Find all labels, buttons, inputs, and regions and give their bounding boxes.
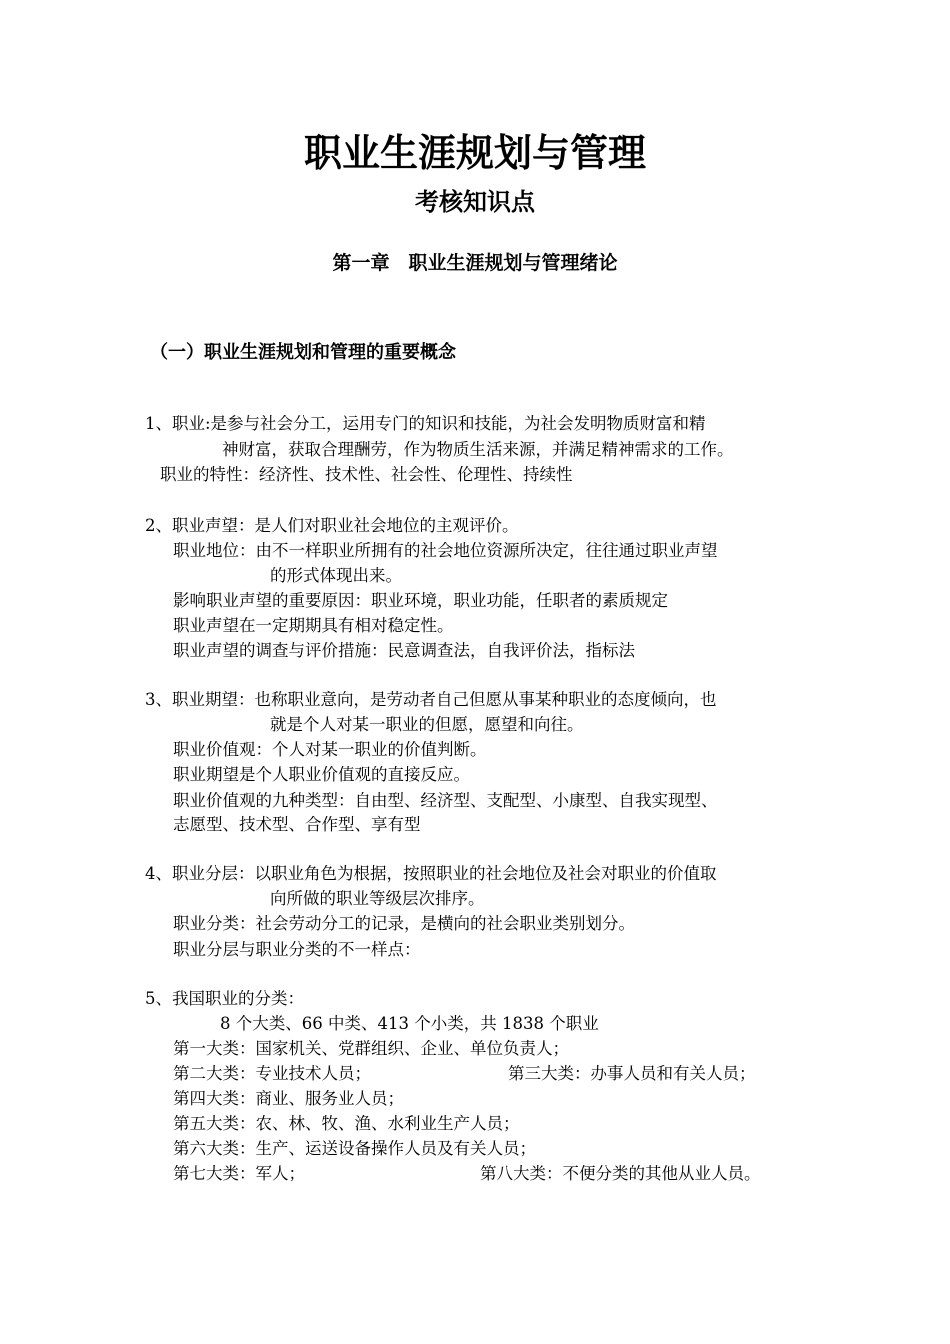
para4-line3: 职业分类：社会劳动分工的记录，是横向的社会职业类别划分。 <box>173 914 635 933</box>
para1-line2: 神财富，获取合理酬劳，作为物质生活来源，并满足精神需求的工作。 <box>222 440 734 459</box>
para3-line1: 3、职业期望：也称职业意向，是劳动者自己但愿从事某种职业的态度倾向，也 <box>145 690 717 709</box>
para1-line1: 1、职业:是参与社会分工，运用专门的知识和技能，为社会发明物质财富和精 <box>145 414 706 433</box>
para2-line2: 职业地位：由不一样职业所拥有的社会地位资源所决定，往往通过职业声望 <box>173 541 718 560</box>
para4-line2: 向所做的职业等级层次排序。 <box>270 889 485 908</box>
para1-line3: 职业的特性：经济性、技术性、社会性、伦理性、持续性 <box>160 465 573 484</box>
para2-line5: 职业声望在一定期期具有相对稳定性。 <box>173 616 454 635</box>
para3-line4: 职业期望是个人职业价值观的直接反应。 <box>173 765 470 784</box>
category-4: 第四大类：商业、服务业人员； <box>173 1089 404 1108</box>
para2-line4: 影响职业声望的重要原因：职业环境，职业功能，任职者的素质规定 <box>173 591 668 610</box>
category-8: 第八大类：不便分类的其他从业人员。 <box>480 1164 761 1183</box>
category-2: 第二大类：专业技术人员； <box>173 1064 371 1083</box>
category-5: 第五大类：农、林、牧、渔、水利业生产人员； <box>173 1114 520 1133</box>
category-1: 第一大类：国家机关、党群组织、企业、单位负责人； <box>173 1039 569 1058</box>
chapter-heading: 第一章 职业生涯规划与管理绪论 <box>332 252 618 274</box>
para2-line3: 的形式体现出来。 <box>270 566 402 585</box>
para3-line5: 职业价值观的九种类型：自由型、经济型、支配型、小康型、自我实现型、 <box>173 791 718 810</box>
section-heading: （一）职业生涯规划和管理的重要概念 <box>150 342 456 363</box>
category-6: 第六大类：生产、运送设备操作人员及有关人员； <box>173 1139 536 1158</box>
category-3: 第三大类：办事人员和有关人员； <box>508 1064 756 1083</box>
para3-line2: 就是个人对某一职业的但愿，愿望和向往。 <box>270 715 584 734</box>
para4-line4: 职业分层与职业分类的不一样点： <box>173 940 421 959</box>
para5-line1: 5、我国职业的分类： <box>145 989 304 1008</box>
para2-line6: 职业声望的调查与评价措施：民意调查法，自我评价法，指标法 <box>173 641 635 660</box>
para2-line1: 2、职业声望：是人们对职业社会地位的主观评价。 <box>145 516 519 535</box>
category-7: 第七大类：军人； <box>173 1164 305 1183</box>
para3-line6: 志愿型、技术型、合作型、享有型 <box>173 815 421 834</box>
para5-line2: 8 个大类、66 中类、413 个小类，共 1838 个职业 <box>220 1014 599 1033</box>
document-title: 职业生涯规划与管理 <box>303 131 646 175</box>
document-subtitle: 考核知识点 <box>415 188 535 216</box>
para3-line3: 职业价值观：个人对某一职业的价值判断。 <box>173 740 487 759</box>
para4-line1: 4、职业分层：以职业角色为根据，按照职业的社会地位及社会对职业的价值取 <box>145 864 717 883</box>
